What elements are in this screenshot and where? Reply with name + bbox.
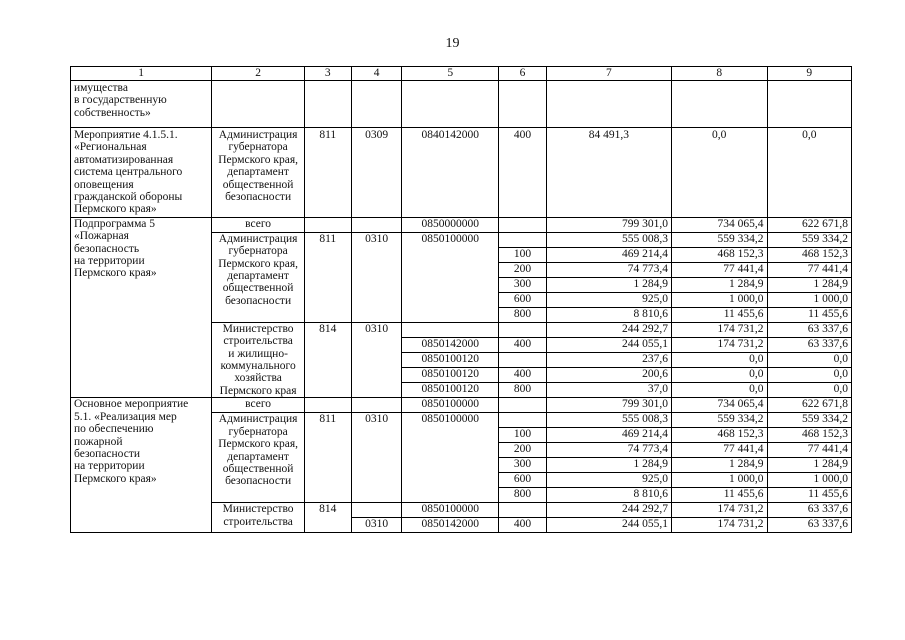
- amount-year3: 468 152,3: [767, 247, 851, 262]
- expense-type: 400: [499, 128, 547, 218]
- table-row: [71, 81, 852, 128]
- target-code: 0850100120: [402, 383, 499, 398]
- section-code: 0310: [351, 413, 402, 503]
- amount-year2: 174 731,2: [671, 503, 767, 518]
- expense-type: 300: [499, 458, 547, 473]
- col-header: 8: [671, 67, 767, 81]
- amount-year2: 559 334,2: [671, 232, 767, 247]
- amount-year2: 1 284,9: [671, 277, 767, 292]
- expense-type: [499, 232, 547, 247]
- target-code: 0850100000: [402, 503, 499, 518]
- amount-year1: 925,0: [546, 473, 671, 488]
- amount-year3: 63 337,6: [767, 503, 851, 518]
- amount-year3: 468 152,3: [767, 428, 851, 443]
- amount-year2: 734 065,4: [671, 217, 767, 232]
- expense-type: 800: [499, 383, 547, 398]
- empty-cell: [499, 81, 547, 128]
- page-number: 19: [445, 36, 460, 51]
- expense-type: [499, 322, 547, 337]
- empty-cell: [212, 81, 305, 128]
- empty-cell: [402, 81, 499, 128]
- amount-year1: 244 055,1: [546, 518, 671, 533]
- col-header: 3: [304, 67, 351, 81]
- section-code: [351, 503, 402, 518]
- amount-year3: 77 441,4: [767, 262, 851, 277]
- expense-type: 100: [499, 247, 547, 262]
- amount-year3: 0,0: [767, 353, 851, 368]
- amount-year3: 559 334,2: [767, 413, 851, 428]
- expense-type: 200: [499, 262, 547, 277]
- target-code: 0850100120: [402, 368, 499, 383]
- grbs-code: 814: [304, 322, 351, 397]
- amount-year2: 0,0: [671, 383, 767, 398]
- col-header: 1: [71, 67, 212, 81]
- empty-cell: [351, 81, 402, 128]
- section-code: 0310: [351, 518, 402, 533]
- expense-type: 400: [499, 518, 547, 533]
- section-code: 0310: [351, 322, 402, 397]
- amount-year3: 1 000,0: [767, 473, 851, 488]
- expense-type: 600: [499, 292, 547, 307]
- amount-year1: 1 284,9: [546, 458, 671, 473]
- empty-cell: [767, 81, 851, 128]
- amount-year1: 244 292,7: [546, 503, 671, 518]
- amount-year2: 559 334,2: [671, 413, 767, 428]
- expense-type: 100: [499, 428, 547, 443]
- amount-year1: 74 773,4: [546, 262, 671, 277]
- empty-cell: [546, 81, 671, 128]
- col-header: 7: [546, 67, 671, 81]
- target-code: 0850100000: [402, 232, 499, 322]
- target-code: 0850142000: [402, 337, 499, 352]
- measure-name: Мероприятие 4.1.5.1. «Региональная автоматизированная система центрального оповещения гражданской обороны Пермского края»: [71, 128, 212, 218]
- amount-year1: 555 008,3: [546, 413, 671, 428]
- amount-year2: 11 455,6: [671, 307, 767, 322]
- col-header: 4: [351, 67, 402, 81]
- amount-year3: 1 284,9: [767, 458, 851, 473]
- col-header: 6: [499, 67, 547, 81]
- amount-year3: 1 000,0: [767, 292, 851, 307]
- expense-type: 600: [499, 473, 547, 488]
- amount-year3: 559 334,2: [767, 232, 851, 247]
- amount-year2: 11 455,6: [671, 488, 767, 503]
- expense-type: [499, 353, 547, 368]
- section-code: 0310: [351, 232, 402, 322]
- amount-year1: 74 773,4: [546, 443, 671, 458]
- amount-year1: 237,6: [546, 353, 671, 368]
- measure-name: Основное мероприятие 5.1. «Реализация мер по обеспечению пожарной безопасности на территории Пермского края»: [71, 398, 212, 533]
- amount-year1: 799 301,0: [546, 398, 671, 413]
- amount-year3: 1 284,9: [767, 277, 851, 292]
- budget-table: [70, 66, 852, 533]
- amount-year2: 174 731,2: [671, 518, 767, 533]
- amount-year2: 734 065,4: [671, 398, 767, 413]
- amount-year2: 1 284,9: [671, 458, 767, 473]
- expense-type: 200: [499, 443, 547, 458]
- table-body: [71, 81, 852, 533]
- amount-year1: 1 284,9: [546, 277, 671, 292]
- expense-type: 400: [499, 368, 547, 383]
- amount-year1: 244 292,7: [546, 322, 671, 337]
- expense-type: [499, 413, 547, 428]
- amount-year2: 174 731,2: [671, 337, 767, 352]
- grbs-code: [304, 398, 351, 413]
- amount-year1: 84 491,3: [546, 128, 671, 218]
- section-code: 0309: [351, 128, 402, 218]
- amount-year1: 469 214,4: [546, 428, 671, 443]
- empty-cell: [671, 81, 767, 128]
- grbs-code: 811: [304, 413, 351, 503]
- amount-year3: 63 337,6: [767, 337, 851, 352]
- amount-year2: 0,0: [671, 353, 767, 368]
- grbs-code: 814: [304, 503, 351, 533]
- amount-year2: 1 000,0: [671, 292, 767, 307]
- amount-year2: 0,0: [671, 128, 767, 218]
- amount-year3: 11 455,6: [767, 488, 851, 503]
- target-code: [402, 322, 499, 337]
- amount-year3: 63 337,6: [767, 518, 851, 533]
- target-code: 0850100120: [402, 353, 499, 368]
- amount-year2: 1 000,0: [671, 473, 767, 488]
- executor: Министерство строительства: [212, 503, 305, 533]
- amount-year2: 468 152,3: [671, 247, 767, 262]
- amount-year2: 77 441,4: [671, 443, 767, 458]
- col-header: 9: [767, 67, 851, 81]
- grbs-code: [304, 217, 351, 232]
- amount-year1: 37,0: [546, 383, 671, 398]
- table-row: [71, 128, 852, 218]
- executor: Министерство строительства и жилищно- коммунального хозяйства Пермского края: [212, 322, 305, 397]
- executor: Администрация губернатора Пермского края, департамент общественной безопасности: [212, 128, 305, 218]
- target-code: 0840142000: [402, 128, 499, 218]
- measure-name: Подпрограмма 5 «Пожарная безопасность на территории Пермского края»: [71, 217, 212, 397]
- target-code: 0850100000: [402, 413, 499, 503]
- amount-year3: 0,0: [767, 368, 851, 383]
- col-header: 5: [402, 67, 499, 81]
- executor: всего: [212, 398, 305, 413]
- expense-type: 400: [499, 337, 547, 352]
- amount-year3: 0,0: [767, 128, 851, 218]
- table-row: [71, 398, 852, 413]
- expense-type: [499, 217, 547, 232]
- col-header: 2: [212, 67, 305, 81]
- amount-year2: 0,0: [671, 368, 767, 383]
- amount-year1: 200,6: [546, 368, 671, 383]
- amount-year2: 77 441,4: [671, 262, 767, 277]
- amount-year2: 468 152,3: [671, 428, 767, 443]
- amount-year3: 11 455,6: [767, 307, 851, 322]
- table-row: [71, 217, 852, 232]
- section-code: [351, 398, 402, 413]
- amount-year2: 174 731,2: [671, 322, 767, 337]
- amount-year1: 555 008,3: [546, 232, 671, 247]
- amount-year3: 77 441,4: [767, 443, 851, 458]
- header-row: [71, 67, 852, 81]
- target-code: 0850142000: [402, 518, 499, 533]
- expense-type: [499, 503, 547, 518]
- target-code: 0850100000: [402, 398, 499, 413]
- executor: Администрация губернатора Пермского края, департамент общественной безопасности: [212, 413, 305, 503]
- expense-type: [499, 398, 547, 413]
- amount-year1: 8 810,6: [546, 307, 671, 322]
- amount-year1: 8 810,6: [546, 488, 671, 503]
- expense-type: 800: [499, 307, 547, 322]
- grbs-code: 811: [304, 232, 351, 322]
- amount-year1: 799 301,0: [546, 217, 671, 232]
- amount-year3: 622 671,8: [767, 217, 851, 232]
- section-code: [351, 217, 402, 232]
- amount-year3: 0,0: [767, 383, 851, 398]
- amount-year1: 925,0: [546, 292, 671, 307]
- executor: Администрация губернатора Пермского края, департамент общественной безопасности: [212, 232, 305, 322]
- expense-type: 800: [499, 488, 547, 503]
- empty-cell: [304, 81, 351, 128]
- amount-year1: 244 055,1: [546, 337, 671, 352]
- amount-year3: 622 671,8: [767, 398, 851, 413]
- grbs-code: 811: [304, 128, 351, 218]
- amount-year1: 469 214,4: [546, 247, 671, 262]
- measure-name: имущества в государственную собственность»: [71, 81, 212, 128]
- executor: всего: [212, 217, 305, 232]
- amount-year3: 63 337,6: [767, 322, 851, 337]
- expense-type: 300: [499, 277, 547, 292]
- target-code: 0850000000: [402, 217, 499, 232]
